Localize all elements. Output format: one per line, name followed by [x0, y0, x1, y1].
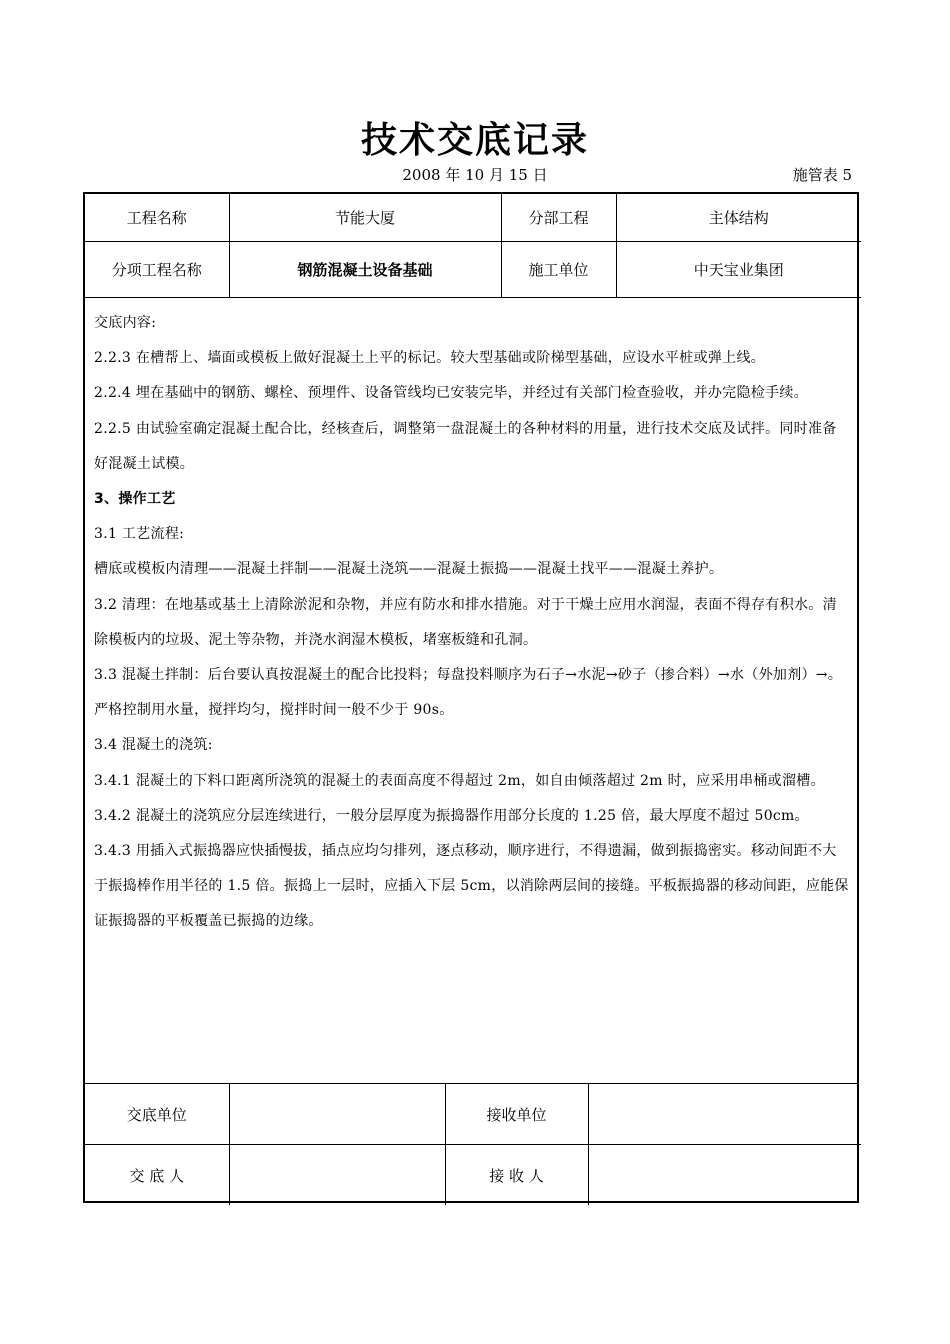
project-name-label: 工程名称 [85, 194, 229, 242]
content-paragraph: 2.2.4 埋在基础中的钢筋、螺栓、预埋件、设备管线均已安装完毕，并经过有关部门检查验收，并办完隐检手续。 [94, 385, 808, 402]
header-row-2 [85, 242, 861, 298]
receiver-unit-label: 接收单位 [445, 1084, 588, 1145]
contractor-value: 中天宝业集团 [616, 242, 861, 298]
division-label: 分部工程 [501, 194, 616, 242]
content-paragraph: 3.3 混凝土拌制：后台要认真按混凝土的配合比投料；每盘投料顺序为石子→水泥→砂子（掺合料）→水（外加剂）→。严格控制用水量，搅拌均匀，搅拌时间一般不少于 90s。 [94, 667, 843, 719]
content-paragraph: 3.4 混凝土的浇筑: [94, 737, 213, 754]
subitem-value: 钢筋混凝土设备基础 [229, 242, 501, 298]
content-paragraph: 3.4.3 用插入式振捣器应快插慢拔，插点应均匀排列，逐点移动，顺序进行，不得遗漏，做到振捣密实。移动间距不大于振捣棒作用半径的 1.5 倍。振捣上一层时，应插入下层 5cm，以消除两层间的接缝。平板振捣器的移动间距，应能保证振捣器的平板覆盖已振捣的边缘。 [94, 843, 849, 930]
document-date: 2008 年 10 月 15 日 [402, 166, 548, 184]
document-title: 技术交底记录 [360, 120, 589, 161]
issuer-field[interactable] [229, 1145, 445, 1206]
receiver-unit-field[interactable] [588, 1084, 861, 1145]
receiver-label: 接 收 人 [445, 1145, 588, 1206]
issuer-unit-label: 交底单位 [85, 1084, 229, 1145]
issuer-label: 交 底 人 [85, 1145, 229, 1206]
form-number: 施管表 5 [792, 166, 852, 184]
issuer-unit-field[interactable] [229, 1084, 445, 1145]
receiver-field[interactable] [588, 1145, 861, 1206]
signature-row-1 [85, 1084, 861, 1145]
content-paragraph: 2.2.3 在槽帮上、墙面或模板上做好混凝土上平的标记。较大型基础或阶梯型基础，应设水平桩或弹上线。 [94, 350, 766, 367]
header-row-1 [85, 194, 861, 242]
content-paragraph: 3.1 工艺流程: [94, 526, 185, 543]
header-table [85, 194, 861, 298]
signature-table [85, 1084, 861, 1205]
contractor-label: 施工单位 [501, 242, 616, 298]
division-value: 主体结构 [616, 194, 861, 242]
content-heading: 交底内容: [94, 315, 157, 331]
content-paragraph: 3.4.1 混凝土的下料口距离所浇筑的混凝土的表面高度不得超过 2m，如自由倾落超过 2m 时，应采用串桶或溜槽。 [94, 772, 825, 789]
content-paragraph: 3.2 清理：在地基或基土上清除淤泥和杂物，并应有防水和排水措施。对于干燥土应用水润湿，表面不得存有积水。清除模板内的垃圾、泥土等杂物，并浇水润湿木模板，堵塞板缝和孔洞。 [94, 596, 837, 648]
section-heading: 3、操作工艺 [94, 491, 176, 508]
subitem-label: 分项工程名称 [85, 242, 229, 298]
signature-row-2 [85, 1145, 861, 1206]
content-paragraph: 槽底或模板内清理——混凝土拌制——混凝土浇筑——混凝土振捣——混凝土找平——混凝土养护。 [94, 561, 724, 578]
content-paragraph: 3.4.2 混凝土的浇筑应分层连续进行，一般分层厚度为振捣器作用部分长度的 1.25 倍，最大厚度不超过 50cm。 [94, 807, 809, 824]
project-name-value: 节能大厦 [229, 194, 501, 242]
disclosure-content [85, 298, 857, 1084]
record-sheet [83, 192, 859, 1203]
content-paragraph: 2.2.5 由试验室确定混凝土配合比，经核查后，调整第一盘混凝土的各种材料的用量，进行技术交底及试拌。同时准备好混凝土试模。 [94, 420, 837, 472]
